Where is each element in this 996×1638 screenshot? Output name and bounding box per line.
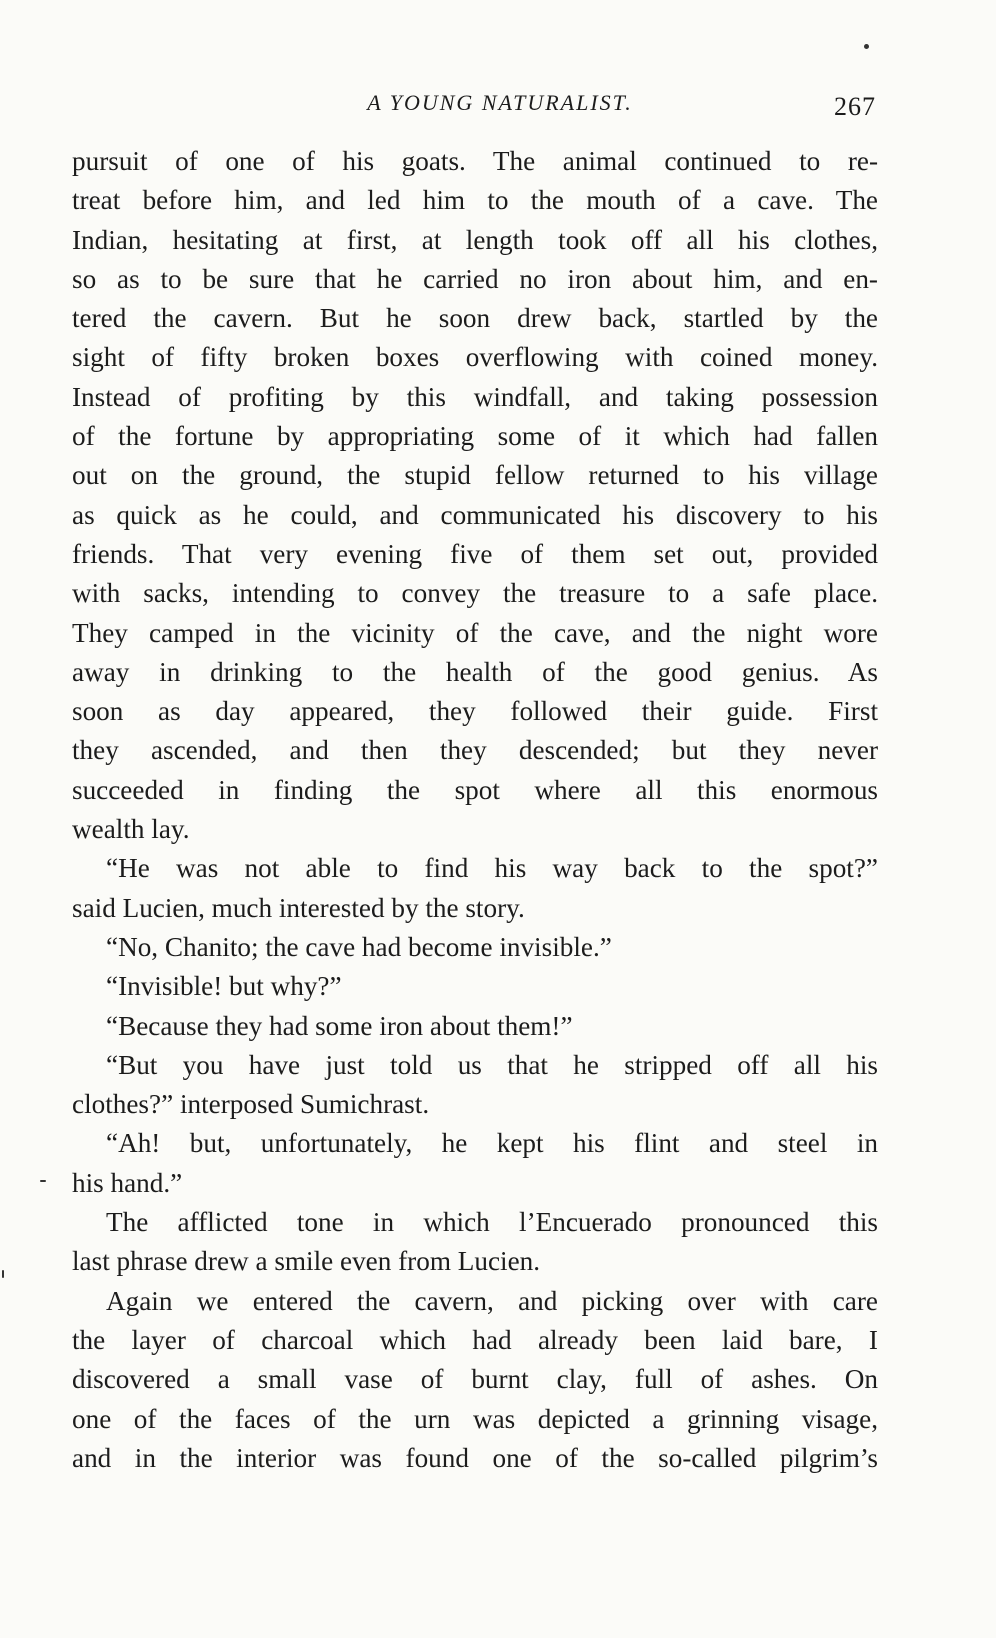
text-line: succeeded in finding the spot where all this enormous xyxy=(72,774,878,805)
text-line: wealth lay. xyxy=(72,814,190,845)
text-line: they ascended, and then they descended; but they never xyxy=(72,735,878,766)
body-text xyxy=(72,142,878,1478)
text-line: They camped in the vicinity of the cave, and the night wore xyxy=(72,617,878,648)
running-title: A YOUNG NATURALIST. xyxy=(367,90,633,115)
text-line: as quick as he could, and communicated his discovery to his xyxy=(72,499,878,530)
text-line: the layer of charcoal which had already been laid bare, I xyxy=(72,1324,878,1355)
text-line: friends. That very evening five of them set out, provided xyxy=(72,538,878,569)
text-line: Instead of profiting by this windfall, and taking possession xyxy=(72,381,878,412)
text-line: so as to be sure that he carried no iron about him, and en- xyxy=(72,263,878,294)
text-line: “No, Chanito; the cave had become invisible.” xyxy=(106,931,612,962)
text-line: last phrase drew a smile even from Lucien. xyxy=(72,1246,541,1277)
text-line: out on the ground, the stupid fellow returned to his village xyxy=(72,460,878,491)
text-line: “Invisible! but why?” xyxy=(106,971,342,1002)
text-line: “But you have just told us that he stripped off all his xyxy=(106,1049,878,1080)
text-line: sight of fifty broken boxes overflowing with coined money. xyxy=(72,342,878,373)
scan-speck xyxy=(864,44,869,49)
scan-speck xyxy=(2,1270,4,1278)
text-line: tered the cavern. But he soon drew back, startled by the xyxy=(72,303,878,334)
text-line: discovered a small vase of burnt clay, full of ashes. On xyxy=(72,1364,878,1395)
page-header xyxy=(72,84,878,124)
text-line: of the fortune by appropriating some of it which had fallen xyxy=(72,421,878,452)
text-line: The afflicted tone in which l’Encuerado pronounced this xyxy=(106,1207,878,1238)
text-line: “He was not able to find his way back to the spot?” xyxy=(106,853,878,884)
text-line: pursuit of one of his goats. The animal continued to re- xyxy=(72,146,878,176)
page-number: 267 xyxy=(834,92,876,121)
scan-speck xyxy=(40,1180,46,1182)
text-line: away in drinking to the health of the good genius. As xyxy=(72,656,878,687)
text-line: his hand.” xyxy=(72,1167,183,1198)
text-line: soon as day appeared, they followed their guide. First xyxy=(72,696,878,727)
text-line: with sacks, intending to convey the treasure to a safe place. xyxy=(72,578,878,609)
text-line: one of the faces of the urn was depicted a grinning visage, xyxy=(72,1403,878,1434)
text-line: Indian, hesitating at first, at length took off all his clothes, xyxy=(72,224,878,255)
text-line: Again we entered the cavern, and picking over with care xyxy=(106,1285,878,1316)
text-line: “Ah! but, unfortunately, he kept his flint and steel in xyxy=(106,1128,878,1159)
text-line: “Because they had some iron about them!” xyxy=(106,1010,573,1041)
text-line: and in the interior was found one of the so-called pilgrim’s xyxy=(72,1442,878,1473)
text-line: clothes?” interposed Sumichrast. xyxy=(72,1089,430,1120)
text-line: said Lucien, much interested by the story. xyxy=(72,892,525,923)
text-line: treat before him, and led him to the mouth of a cave. The xyxy=(72,185,878,216)
